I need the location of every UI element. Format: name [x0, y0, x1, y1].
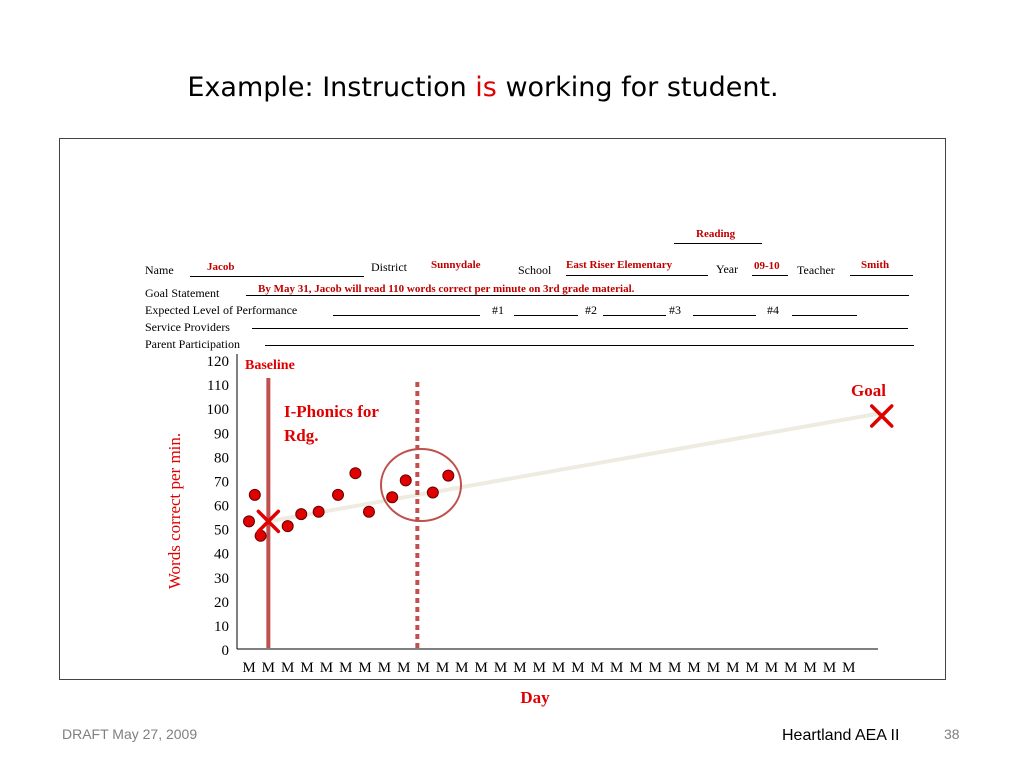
data-point [363, 506, 374, 517]
x-tick-label: M [493, 660, 508, 676]
x-tick-label: M [455, 660, 469, 676]
y-tick-label: 80 [214, 450, 229, 467]
benchmark-1-label: #1 [492, 303, 504, 317]
y-tick-label: 100 [206, 402, 229, 419]
x-tick-label: M [784, 660, 798, 676]
x-tick-label: M [261, 660, 276, 676]
data-point [400, 475, 411, 486]
title-part-1: Example: Instruction [187, 72, 476, 103]
benchmark-2-label: #2 [585, 303, 597, 317]
y-tick-label: 60 [214, 498, 229, 515]
goal-statement-value: By May 31, Jacob will read 110 words correct per minute on 3rd grade material. [258, 283, 635, 295]
data-point [387, 492, 398, 503]
x-tick-label: M [687, 660, 701, 676]
school-value: East Riser Elementary [566, 259, 673, 271]
teacher-label: Teacher [797, 263, 835, 277]
parent-participation-label: Parent Participation [145, 337, 240, 351]
y-tick-label: 70 [214, 474, 229, 491]
y-tick-label: 90 [214, 426, 229, 443]
x-tick-label: M [629, 660, 643, 676]
data-point [350, 468, 361, 479]
district-label: District [371, 260, 407, 274]
data-point [282, 521, 293, 532]
service-providers-label: Service Providers [145, 320, 230, 334]
y-axis-label: Words correct per min. [165, 432, 184, 590]
x-tick-label: M [842, 660, 856, 676]
goal-statement-label: Goal Statement [145, 286, 220, 300]
x-tick-label: M [513, 660, 527, 676]
goal-annotation: Goal [851, 381, 886, 400]
x-tick-label: M [609, 660, 624, 676]
x-tick-label: M [726, 660, 740, 676]
district-value: Sunnydale [431, 259, 481, 271]
title-highlight: is [475, 72, 497, 103]
y-tick-label: 120 [206, 354, 229, 370]
x-tick-label: M [551, 660, 566, 676]
y-tick-label: 20 [214, 594, 229, 611]
benchmark-3-label: #3 [669, 303, 681, 317]
x-tick-label: M [281, 660, 295, 676]
x-tick-label: M [435, 660, 450, 676]
name-label: Name [145, 263, 174, 277]
x-tick-label: M [532, 660, 546, 676]
x-tick-label: M [571, 660, 585, 676]
y-tick-label: 0 [221, 643, 229, 659]
x-tick-label: M [416, 660, 430, 676]
name-value: Jacob [207, 261, 235, 273]
y-tick-label: 10 [214, 618, 229, 635]
y-tick-label: 40 [214, 546, 229, 563]
data-point [249, 489, 260, 500]
x-tick-label: M [242, 660, 256, 676]
x-tick-label: M [474, 660, 488, 676]
benchmark-4-label: #4 [767, 303, 779, 317]
x-tick-label: M [745, 660, 759, 676]
data-point [296, 509, 307, 520]
x-axis-label: Day [520, 688, 550, 707]
data-point [443, 470, 454, 481]
footer-org: Heartland AEA II [782, 727, 900, 744]
year-label: Year [716, 262, 739, 276]
intervention-annotation-line-2: Rdg. [284, 426, 319, 445]
teacher-value: Smith [861, 259, 890, 271]
expected-level-label: Expected Level of Performance [145, 303, 298, 317]
page-number: 38 [944, 726, 960, 742]
footer-draft: DRAFT May 27, 2009 [62, 726, 198, 742]
data-point [313, 506, 324, 517]
form-subject: Reading [696, 228, 736, 240]
intervention-annotation-line-1: I-Phonics for [284, 402, 379, 421]
baseline-annotation: Baseline [245, 358, 295, 373]
aimline [268, 413, 881, 521]
x-tick-label: M [377, 660, 392, 676]
x-tick-label: M [648, 660, 663, 676]
trend-circle [381, 449, 461, 521]
y-tick-label: 50 [214, 522, 229, 539]
title-part-2: working for student. [496, 72, 779, 103]
y-tick-label: 110 [207, 378, 229, 395]
x-tick-label: M [358, 660, 372, 676]
x-tick-label: M [339, 660, 353, 676]
x-tick-label: M [706, 660, 721, 676]
school-label: School [518, 263, 552, 277]
year-value: 09-10 [754, 260, 780, 272]
x-tick-label: M [822, 660, 837, 676]
x-tick-label: M [300, 660, 314, 676]
x-tick-label: M [590, 660, 604, 676]
data-point [427, 487, 438, 498]
x-tick-label: M [668, 660, 682, 676]
y-tick-label: 30 [214, 570, 229, 587]
data-point [333, 489, 344, 500]
x-tick-label: M [764, 660, 779, 676]
x-tick-label: M [397, 660, 411, 676]
data-point [244, 516, 255, 527]
x-tick-label: M [803, 660, 817, 676]
x-tick-label: M [319, 660, 334, 676]
